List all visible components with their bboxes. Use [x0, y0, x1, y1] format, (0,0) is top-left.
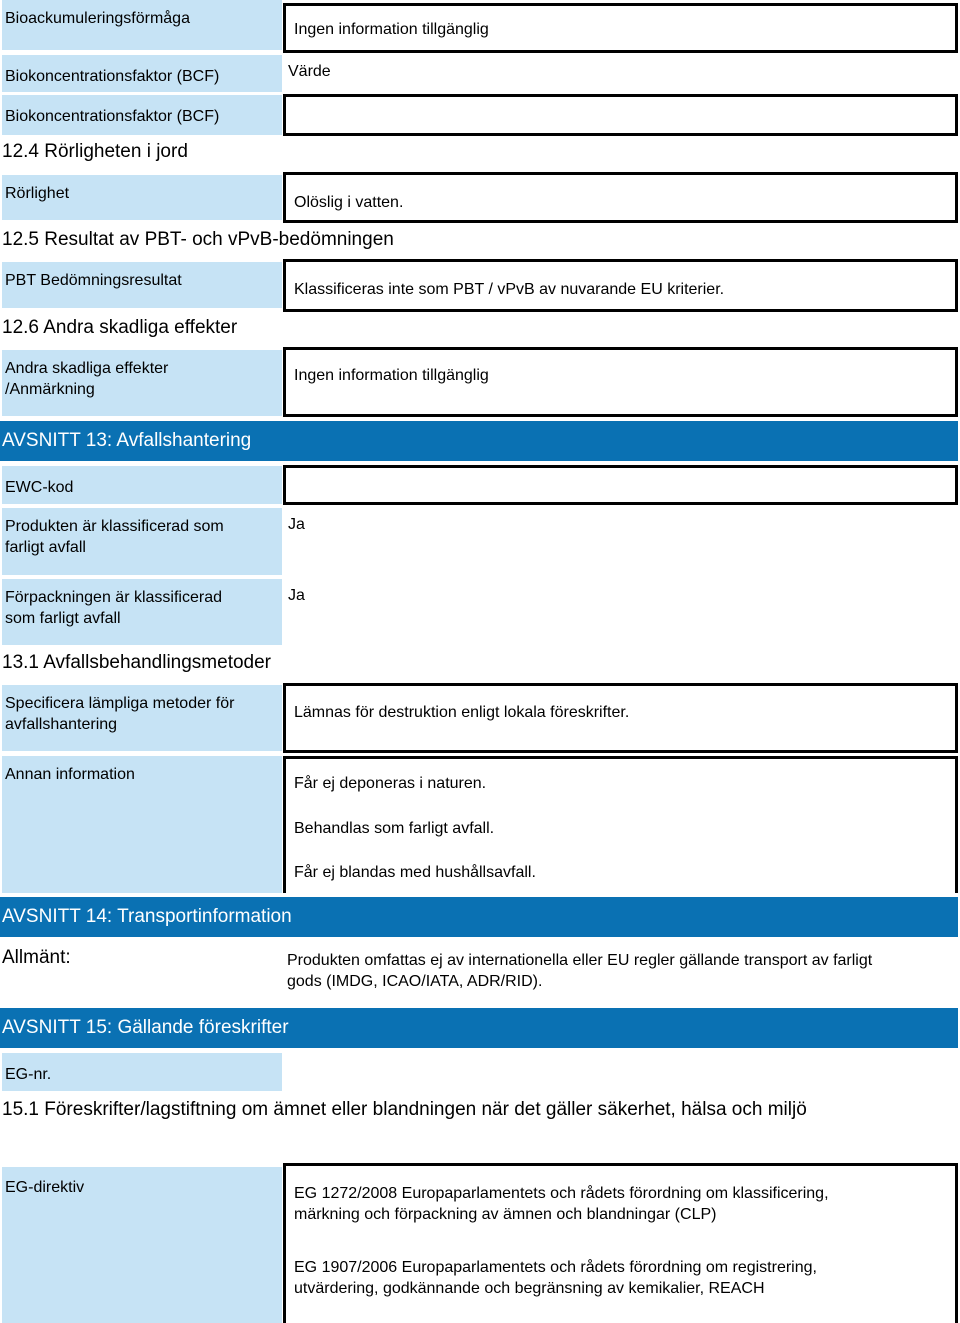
other-info-line-2: Behandlas som farligt avfall.	[294, 820, 495, 837]
other-info-line-1: Får ej deponeras i naturen.	[294, 775, 487, 792]
bioaccum-value: Ingen information tillgänglig	[283, 3, 958, 53]
bcf-value-heading: Värde	[288, 63, 331, 80]
pbt-label: PBT Bedömningsresultat	[2, 262, 282, 308]
pbt-value: Klassificeras inte som PBT / vPvB av nuvarande EU kriterier.	[283, 259, 958, 312]
transport-general-line1: Produkten omfattas ej av internationella eller EU regler gällande transport av farligt	[287, 952, 873, 969]
directive-1	[294, 1183, 955, 1236]
waste-methods-value: Lämnas för destruktion enligt lokala föreskrifter.	[283, 683, 958, 753]
directive-2-line1: EG 1907/2006 Europaparlamentets och rådets förordning om registrering,	[294, 1259, 817, 1276]
directive-2-line2: utvärdering, godkännande och begränsning av kemikalier, REACH	[294, 1280, 765, 1297]
packaging-waste-label	[2, 579, 282, 645]
section-14-header: AVSNITT 14: Transportinformation	[0, 897, 958, 937]
other-info-value	[283, 756, 958, 893]
mobility-heading: 12.4 Rörligheten i jord	[2, 141, 188, 162]
product-waste-label	[2, 508, 282, 575]
directive-1-line2: märkning och förpackning av ämnen och blandningar (CLP)	[294, 1206, 717, 1223]
transport-general-label: Allmänt:	[2, 947, 71, 968]
other-info-label: Annan information	[2, 756, 282, 893]
directive-values	[283, 1163, 958, 1323]
transport-general-text	[287, 950, 872, 992]
regulations-heading: 15.1 Föreskrifter/lagstiftning om ämnet eller blandningen när det gäller säkerhet, hälsa och miljö	[2, 1099, 807, 1120]
other-effects-heading: 12.6 Andra skadliga effekter	[2, 317, 238, 338]
mobility-value: Olöslig i vatten.	[283, 172, 958, 223]
bcf-value	[283, 94, 958, 136]
other-effects-label-line2: /Anmärkning	[5, 381, 95, 398]
product-waste-label-line2: farligt avfall	[5, 539, 86, 556]
transport-general-line2: gods (IMDG, ICAO/IATA, ADR/RID).	[287, 973, 543, 990]
packaging-waste-value: Ja	[288, 587, 305, 604]
bioaccum-label: Bioackumuleringsförmåga	[2, 0, 282, 50]
ewc-value	[283, 465, 958, 505]
waste-methods-label-line1: Specificera lämpliga metoder för	[5, 695, 235, 712]
other-effects-value: Ingen information tillgänglig	[283, 347, 958, 417]
mobility-label: Rörlighet	[2, 175, 282, 220]
other-effects-label-line1: Andra skadliga effekter	[5, 360, 169, 377]
waste-methods-heading: 13.1 Avfallsbehandlingsmetoder	[2, 652, 272, 673]
section-15-header: AVSNITT 15: Gällande föreskrifter	[0, 1008, 958, 1048]
product-waste-value: Ja	[288, 516, 305, 533]
directive-2	[294, 1236, 955, 1299]
product-waste-label-line1: Produkten är klassificerad som	[5, 518, 224, 535]
bcf-label-2: Biokoncentrationsfaktor (BCF)	[2, 95, 282, 135]
waste-methods-label	[2, 685, 282, 751]
packaging-waste-label-line1: Förpackningen är klassificerad	[5, 589, 222, 606]
pbt-heading: 12.5 Resultat av PBT- och vPvB-bedömningen	[2, 229, 394, 250]
packaging-waste-label-line2: som farligt avfall	[5, 610, 121, 627]
directive-1-line1: EG 1272/2008 Europaparlamentets och rådets förordning om klassificering,	[294, 1185, 829, 1202]
eg-number-label: EG-nr.	[2, 1053, 282, 1091]
waste-methods-label-line2: avfallshantering	[5, 716, 118, 733]
other-info-line-3: Får ej blandas med hushållsavfall.	[294, 864, 536, 881]
other-effects-label	[2, 350, 282, 416]
ewc-label: EWC-kod	[2, 466, 282, 504]
bcf-label-1: Biokoncentrationsfaktor (BCF)	[2, 55, 282, 92]
section-13-header: AVSNITT 13: Avfallshantering	[0, 421, 958, 461]
directive-label: EG-direktiv	[2, 1167, 282, 1323]
